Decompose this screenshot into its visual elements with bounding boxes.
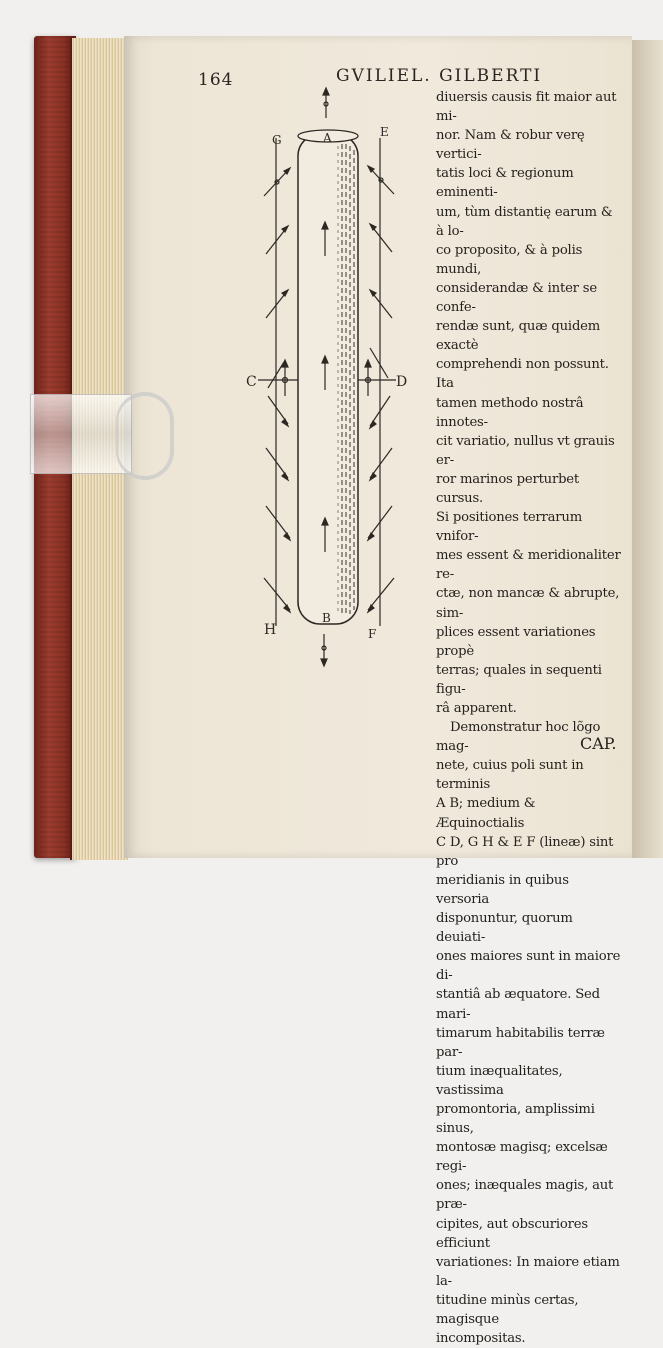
page-number: 164 xyxy=(198,70,234,90)
text-line: stantiâ ab æquatore. Sed mari- xyxy=(436,987,600,1022)
text-line: co proposito, & à polis mundi, xyxy=(436,242,583,277)
left-needles xyxy=(264,168,290,612)
right-needles xyxy=(368,166,394,612)
needle-d xyxy=(365,360,371,396)
label-d: D xyxy=(396,374,408,390)
text-line: considerandæ & inter se confe- xyxy=(436,280,597,316)
text-line: Demonstratur hoc lõgo mag- xyxy=(436,720,601,755)
text-line: nete, cuius poli sunt in terminis xyxy=(436,758,584,793)
label-a: A xyxy=(323,131,332,145)
text-line: râ apparent. xyxy=(436,701,517,716)
running-head: GVILIEL. GILBERTI xyxy=(336,66,543,86)
text-line: disponuntur, quorum deuiati- xyxy=(436,911,573,946)
text-line: ror marinos perturbet cursus. xyxy=(436,471,580,506)
text-line: tamen methodo nostrâ innotes- xyxy=(436,395,584,430)
label-h: H xyxy=(264,622,277,638)
text-line: rendæ sunt, quæ quidem exactè xyxy=(436,319,601,354)
label-b: B xyxy=(322,611,331,625)
text-line: tatis loci & regionum eminenti- xyxy=(436,166,574,201)
label-f: F xyxy=(368,627,377,641)
body-text xyxy=(436,88,622,1348)
text-line: diuersis causis fit maior aut mi- xyxy=(436,90,617,125)
magnet-cylinder xyxy=(298,130,358,624)
top-needle xyxy=(323,88,329,118)
text-line: cipites, aut obscuriores efficiunt xyxy=(436,1216,588,1251)
text-line: A B; medium & Æquinoctialis xyxy=(436,796,536,831)
text-line: tium inæqualitates, vastissima xyxy=(436,1063,563,1098)
text-line: incompositas. xyxy=(436,1331,526,1347)
magnet-figure xyxy=(238,86,428,676)
text-line: meridianis in quibus versoria xyxy=(436,872,569,907)
text-line: ctæ, non mancæ & abrupte, sim- xyxy=(436,586,620,621)
text-line: montosæ magisq; excelsæ regi- xyxy=(436,1140,608,1175)
needle-c xyxy=(282,360,288,396)
text-line: plices essent variationes propè xyxy=(436,624,596,659)
text-line: C D, G H & E F (lineæ) sint pro xyxy=(436,834,614,869)
paragraph-1 xyxy=(436,88,622,718)
text-line: timarum habitabilis terræ par- xyxy=(436,1025,605,1060)
text-line: ones; inæquales magis, aut præ- xyxy=(436,1178,614,1213)
label-g: G xyxy=(272,133,282,147)
label-c: C xyxy=(246,374,257,390)
text-line: nor. Nam & robur verę vertici- xyxy=(436,128,585,163)
text-line: variationes: In maiore etiam la- xyxy=(436,1254,620,1289)
paragraph-2 xyxy=(436,718,622,1348)
bottom-needle xyxy=(321,634,327,666)
facing-page-edge xyxy=(632,40,663,858)
text-line: titudine minùs certas, magisque xyxy=(436,1292,579,1327)
text-line: ones maiores sunt in maiore di- xyxy=(436,949,621,984)
text-line: Si positiones terrarum vnifor- xyxy=(436,510,583,545)
text-line: mes essent & meridionaliter re- xyxy=(436,548,621,583)
catchword: CAP. xyxy=(580,734,617,753)
text-line: um, tùm distantię earum & à lo- xyxy=(436,204,613,239)
text-line: cit variatio, nullus vt grauis er- xyxy=(436,433,615,468)
text-line: terras; quales in sequenti figu- xyxy=(436,662,602,697)
text-line: comprehendi non possunt. Ita xyxy=(436,357,609,392)
label-e: E xyxy=(380,125,389,139)
text-line: promontoria, amplissimi sinus, xyxy=(436,1101,595,1137)
page-clip-loop xyxy=(116,392,174,480)
